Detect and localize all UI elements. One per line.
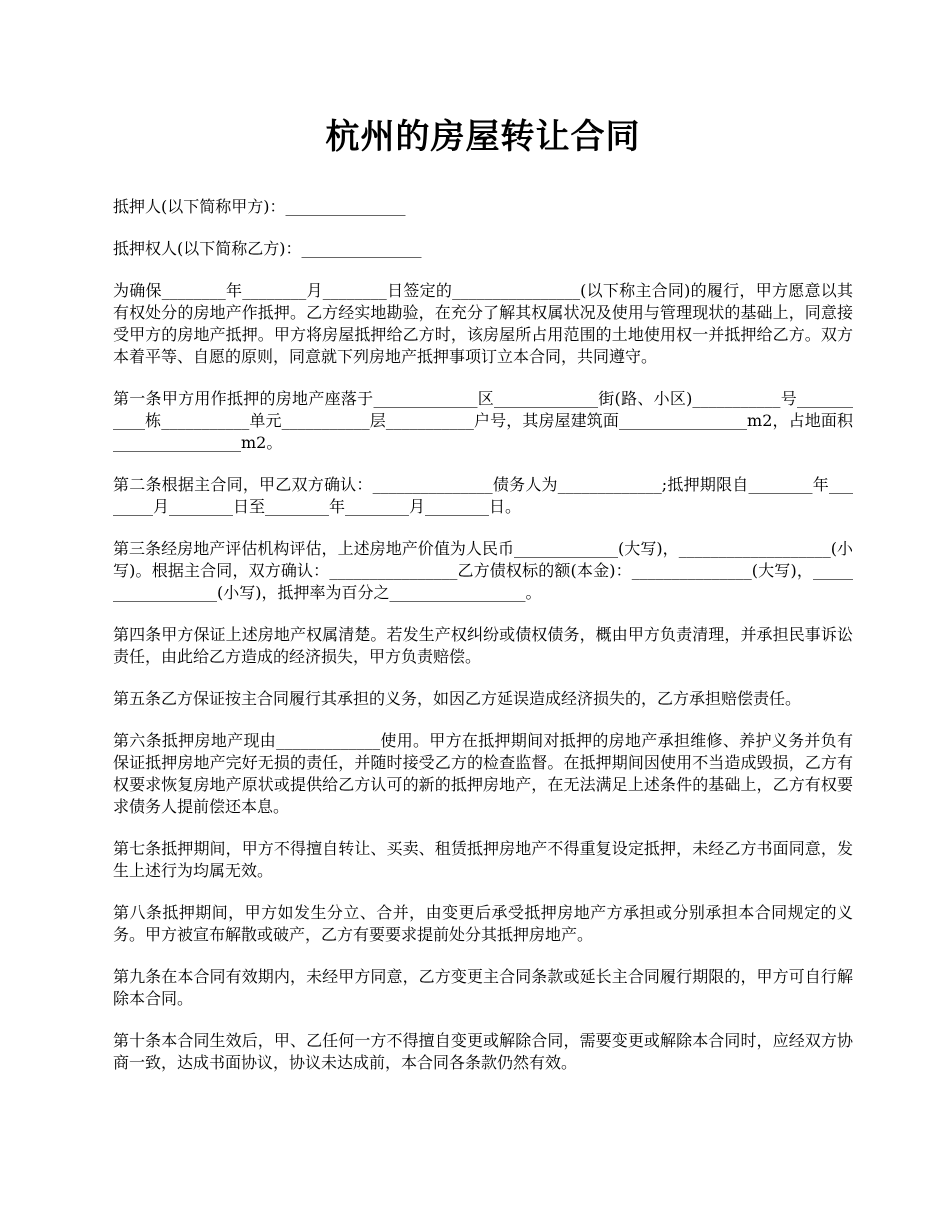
document-page [113, 110, 853, 1094]
article-6: 第六条抵押房地产现由_____________使用。甲方在抵押期间对抵押的房地产承担维修、养护义务并负有保证抵押房地产完好无损的责任，并随时接受乙方的检查监督。在抵押期间因使用不当造成毁损，乙方有权要求恢复房地产原状或提供给乙方认可的新的抵押房地产，在无法满足上述条件的基础上，乙方有权要求债务人提前偿还本息。 [113, 731, 853, 816]
document-title: 杭州的房屋转让合同 [325, 117, 641, 157]
article-1: 第一条甲方用作抵押的房地产座落于_____________区_____________街(路、小区)___________号___________栋___________单元___________层___________户号，其房屋建筑面________________m2，占地面积________________m2。 [113, 389, 853, 452]
preamble-paragraph: 为确保________年________月________日签定的________________(以下称主合同)的履行，甲方愿意以其有权处分的房地产作抵押。乙方经实地勘验，在充分了解其权属状况及使用与管理现状的基础上，同意接受甲方的房地产抵押。甲方将房屋抵押给乙方时，该房屋所占用范围的土地使用权一并抵押给乙方。双方本着平等、自愿的原则，同意就下列房地产抵押事项订立本合同，共同遵守。 [113, 281, 853, 366]
article-5: 第五条乙方保证按主合同履行其承担的义务，如因乙方延误造成经济损失的，乙方承担赔偿责任。 [113, 689, 802, 708]
article-9: 第九条在本合同有效期内，未经甲方同意，乙方变更主合同条款或延长主合同履行期限的，甲方可自行解除本合同。 [113, 967, 853, 1008]
article-7: 第七条抵押期间，甲方不得擅自转让、买卖、租赁抵押房地产不得重复设定抵押，未经乙方书面同意，发生上述行为均属无效。 [113, 839, 853, 880]
mortgagee-line: 抵押权人(以下简称乙方)：_______________ [113, 239, 422, 258]
article-10: 第十条本合同生效后，甲、乙任何一方不得擅自变更或解除合同，需要变更或解除本合同时，应经双方协商一致，达成书面协议，协议未达成前，本合同各条款仍然有效。 [113, 1031, 853, 1072]
article-2: 第二条根据主合同，甲乙双方确认：_______________债务人为_____________;抵押期限自________年________月________日至________年________月________日。 [113, 475, 853, 516]
mortgagor-line: 抵押人(以下简称甲方)：_______________ [113, 197, 406, 216]
article-3: 第三条经房地产评估机构评估，上述房地产价值为人民币_____________(大写)，___________________(小写)。根据主合同，双方确认：________________乙方债权标的额(本金)：_______________(大写)，__________________(小写)，抵押率为百分之_________________。 [113, 539, 853, 602]
article-8: 第八条抵押期间，甲方如发生分立、合并，由变更后承受抵押房地产方承担或分别承担本合同规定的义务。甲方被宣布解散或破产，乙方有要要求提前处分其抵押房地产。 [113, 903, 853, 944]
article-4: 第四条甲方保证上述房地产权属清楚。若发生产权纠纷或债权债务，概由甲方负责清理，并承担民事诉讼责任，由此给乙方造成的经济损失，甲方负责赔偿。 [113, 625, 853, 666]
